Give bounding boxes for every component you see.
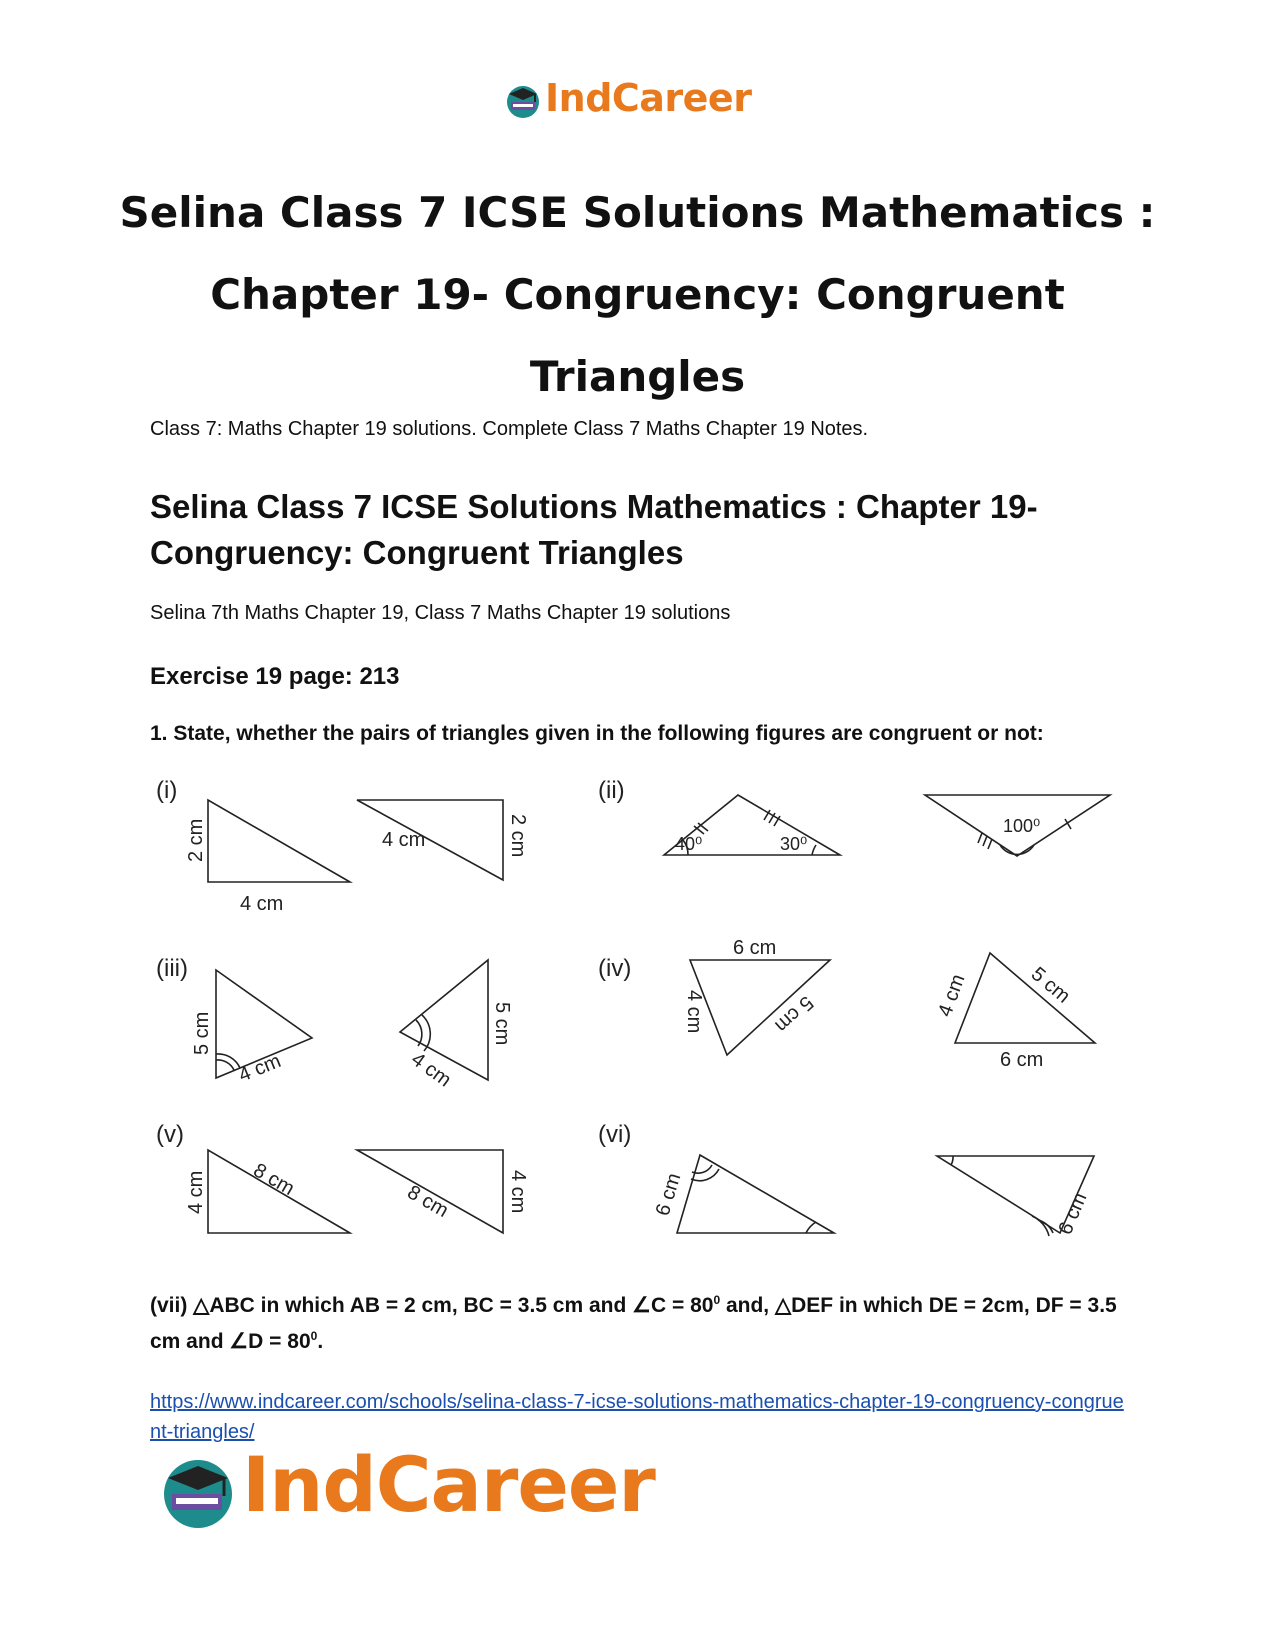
figures-svg (150, 770, 1130, 1270)
triangle-i-b (357, 800, 503, 880)
label-ii-angle2: 30⁰ (780, 834, 808, 854)
label-v-a-side2: 8 cm (249, 1159, 299, 1201)
label-i-a-side1: 2 cm (185, 818, 207, 862)
label-ii-angle1: 40⁰ (675, 834, 703, 854)
subheading-text: Selina 7th Maths Chapter 19, Class 7 Maths Chapter 19 solutions (150, 602, 731, 624)
label-iii-a-side2: 4 cm (235, 1050, 285, 1087)
question-7-superscript-1: 0 (713, 1293, 721, 1307)
figure-label-iii: (iii) (156, 955, 188, 982)
title-line-2: Chapter 19- Congruency: Congruent Triangles (210, 270, 1065, 401)
logo-text: IndCareer (545, 76, 752, 120)
intro-text: Class 7: Maths Chapter 19 solutions. Complete Class 7 Maths Chapter 19 Notes. (150, 418, 869, 440)
label-ii-angle3: 100⁰ (1003, 816, 1041, 836)
label-v-b-side1: 8 cm (403, 1181, 453, 1223)
figure-label-ii: (ii) (598, 777, 625, 804)
question-1: 1. State, whether the pairs of triangles given in the following figures are congruent or not: (150, 722, 1044, 745)
question-7-superscript-2: 0 (310, 1329, 318, 1343)
triangle-i-a (208, 800, 350, 882)
triangle-iv-b (955, 953, 1095, 1043)
figure-label-v: (v) (156, 1121, 184, 1148)
graduation-cap-icon-large (160, 1450, 242, 1536)
label-iv-a-right: 5 cm (770, 991, 818, 1037)
label-v-a-side1: 4 cm (185, 1170, 207, 1214)
label-i-b-side1: 4 cm (382, 829, 426, 851)
label-iv-b-bottom: 6 cm (1000, 1049, 1044, 1071)
label-iv-a-left: 4 cm (683, 990, 705, 1034)
label-vi-a-side: 6 cm (651, 1170, 686, 1219)
footer-logo-text: IndCareer (242, 1440, 655, 1529)
label-iii-b-side1: 5 cm (491, 1002, 513, 1046)
label-iv-b-left: 4 cm (934, 971, 970, 1020)
triangle-vi-a (677, 1155, 834, 1233)
graduation-cap-icon (505, 80, 545, 124)
figure-label-vi: (vi) (598, 1121, 632, 1148)
title-line-1: Selina Class 7 ICSE Solutions Mathematics : (119, 188, 1156, 237)
label-iv-a-top: 6 cm (733, 937, 777, 959)
triangle-figures (150, 770, 1130, 1275)
question-7-part-3: . (317, 1330, 324, 1353)
source-link[interactable]: https://www.indcareer.com/schools/selina-class-7-icse-solutions-mathematics-chapter-19-congruency-congruent-triangles/ (150, 1391, 1124, 1443)
label-vi-b-side: 6 cm (1054, 1189, 1092, 1238)
exercise-heading: Exercise 19 page: 213 (150, 663, 400, 690)
label-v-b-side2: 4 cm (507, 1170, 529, 1214)
label-iii-b-side2: 4 cm (407, 1048, 456, 1092)
footer-logo (160, 1440, 720, 1545)
question-7-part-1: (vii) △ABC in which AB = 2 cm, BC = 3.5 cm and ∠C = 80 (150, 1294, 714, 1317)
figure-label-i: (i) (156, 777, 178, 804)
question-7-part-2: and, △DEF in which DE = 2cm, DF = 3.5 cm and ∠D = 80 (150, 1294, 1117, 1353)
header-logo (505, 76, 795, 130)
label-i-a-side2: 4 cm (240, 893, 284, 915)
section-heading: Selina Class 7 ICSE Solutions Mathematics : Chapter 19- Congruency: Congruent Triangles (150, 488, 1038, 571)
figure-label-iv: (iv) (598, 955, 632, 982)
label-i-b-side2: 2 cm (507, 814, 529, 858)
question-7 (150, 1285, 1150, 1357)
page-title (100, 172, 1175, 418)
label-iv-b-right: 5 cm (1026, 962, 1075, 1008)
label-iii-a-side1: 5 cm (191, 1011, 213, 1055)
